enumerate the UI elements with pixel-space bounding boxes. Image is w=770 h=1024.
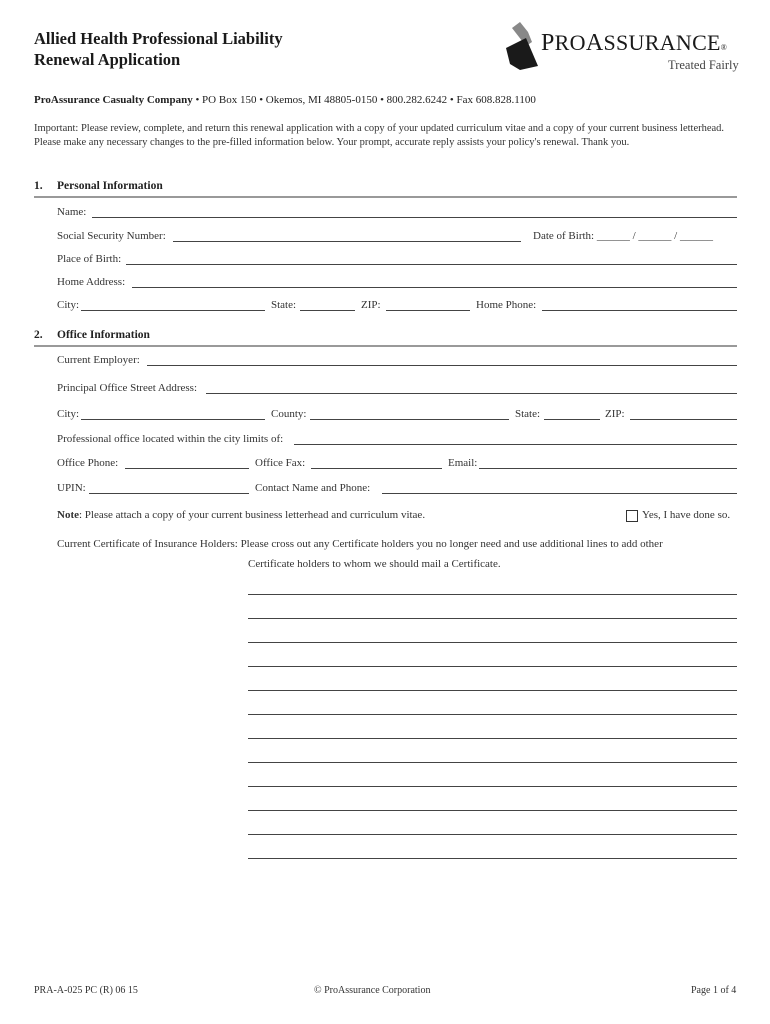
office-zip-field[interactable]	[630, 419, 737, 420]
state-label: State:	[271, 299, 297, 311]
office-fax-label: Office Fax:	[255, 457, 306, 469]
certificate-holder-line[interactable]	[248, 594, 737, 595]
birth-place-label: Place of Birth:	[57, 253, 122, 265]
proassurance-logo-icon	[498, 20, 546, 70]
section-number: 1.	[34, 180, 43, 192]
form-title	[34, 28, 283, 70]
certificate-holders-instructions-cont: Certificate holders to whom we should mail a Certificate.	[248, 558, 501, 570]
office-state-field[interactable]	[544, 419, 600, 420]
office-zip-label: ZIP:	[605, 408, 625, 420]
certificate-holders-instructions: Current Certificate of Insurance Holders: Please cross out any Certificate holders you no longer need and use additional lines to add other	[57, 538, 663, 550]
certificate-holder-line[interactable]	[248, 858, 737, 859]
contact-field[interactable]	[382, 493, 737, 494]
office-phone-label: Office Phone:	[57, 457, 119, 469]
letterhead-note: Note: Please attach a copy of your current business letterhead and curriculum vitae.	[57, 509, 426, 521]
name-label: Name:	[57, 206, 87, 218]
office-phone-field[interactable]	[125, 468, 249, 469]
employer-field[interactable]	[147, 365, 737, 366]
birth-place-field[interactable]	[126, 264, 737, 265]
county-field[interactable]	[310, 419, 509, 420]
page-number: Page 1 of 4	[691, 985, 737, 996]
section-divider	[34, 345, 737, 347]
logo-wordmark: PROASSURANCE®	[541, 30, 728, 56]
form-title-line2: Renewal Application	[34, 50, 181, 69]
upin-label: UPIN:	[57, 482, 86, 494]
certificate-holder-line[interactable]	[248, 666, 737, 667]
employer-label: Current Employer:	[57, 354, 140, 366]
section-divider	[34, 196, 737, 198]
company-name: ProAssurance Casualty Company	[34, 94, 193, 106]
contact-label: Contact Name and Phone:	[255, 482, 371, 494]
certificate-holder-line[interactable]	[248, 714, 737, 715]
street-address-label: Principal Office Street Address:	[57, 382, 198, 394]
company-contact-line	[34, 94, 536, 106]
city-limits-field[interactable]	[294, 444, 737, 445]
city-label: City:	[57, 299, 80, 311]
office-city-label: City:	[57, 408, 80, 420]
county-label: County:	[271, 408, 307, 420]
street-address-field[interactable]	[206, 393, 737, 394]
certificate-holder-line[interactable]	[248, 810, 737, 811]
office-fax-field[interactable]	[311, 468, 442, 469]
upin-field[interactable]	[89, 493, 249, 494]
zip-field[interactable]	[386, 310, 470, 311]
letterhead-attached-label: Yes, I have done so.	[642, 509, 731, 521]
home-phone-label: Home Phone:	[476, 299, 537, 311]
office-city-field[interactable]	[81, 419, 265, 420]
section-heading-office: Office Information	[57, 329, 150, 341]
home-phone-field[interactable]	[542, 310, 737, 311]
certificate-holder-line[interactable]	[248, 834, 737, 835]
certificate-holder-line[interactable]	[248, 690, 737, 691]
section-number: 2.	[34, 329, 43, 341]
certificate-holder-line[interactable]	[248, 762, 737, 763]
copyright: © ProAssurance Corporation	[314, 985, 431, 996]
city-field[interactable]	[81, 310, 265, 311]
email-field[interactable]	[479, 468, 737, 469]
certificate-holder-line[interactable]	[248, 786, 737, 787]
home-address-label: Home Address:	[57, 276, 126, 288]
form-id: PRA-A-025 PC (R) 06 15	[34, 985, 138, 996]
office-state-label: State:	[515, 408, 541, 420]
ssn-field[interactable]	[173, 241, 521, 242]
form-title-line1: Allied Health Professional Liability	[34, 29, 283, 48]
certificate-holder-line[interactable]	[248, 618, 737, 619]
state-field[interactable]	[300, 310, 355, 311]
company-details: • PO Box 150 • Okemos, MI 48805-0150 • 800.282.6242 • Fax 608.828.1100	[192, 94, 536, 106]
letterhead-attached-checkbox[interactable]	[626, 510, 638, 522]
certificate-holder-line[interactable]	[248, 642, 737, 643]
name-field[interactable]	[92, 217, 737, 218]
section-heading-personal: Personal Information	[57, 180, 163, 192]
city-limits-label: Professional office located within the city limits of:	[57, 433, 284, 445]
zip-label: ZIP:	[361, 299, 381, 311]
intro-paragraph: Important: Please review, complete, and return this renewal application with a copy of your updated curriculum vitae and a copy of your current business letterhead. Please make any necessary changes to the pre-filled information below. Your prompt, accurate reply assists your policy's renewal. Thank you.	[34, 123, 725, 148]
ssn-label: Social Security Number:	[57, 230, 166, 242]
logo-tagline: Treated Fairly	[668, 58, 739, 72]
certificate-holder-line[interactable]	[248, 738, 737, 739]
dob-field[interactable]: Date of Birth: ______ / ______ / ______	[533, 230, 713, 242]
email-label: Email:	[448, 457, 478, 469]
home-address-field[interactable]	[132, 287, 737, 288]
